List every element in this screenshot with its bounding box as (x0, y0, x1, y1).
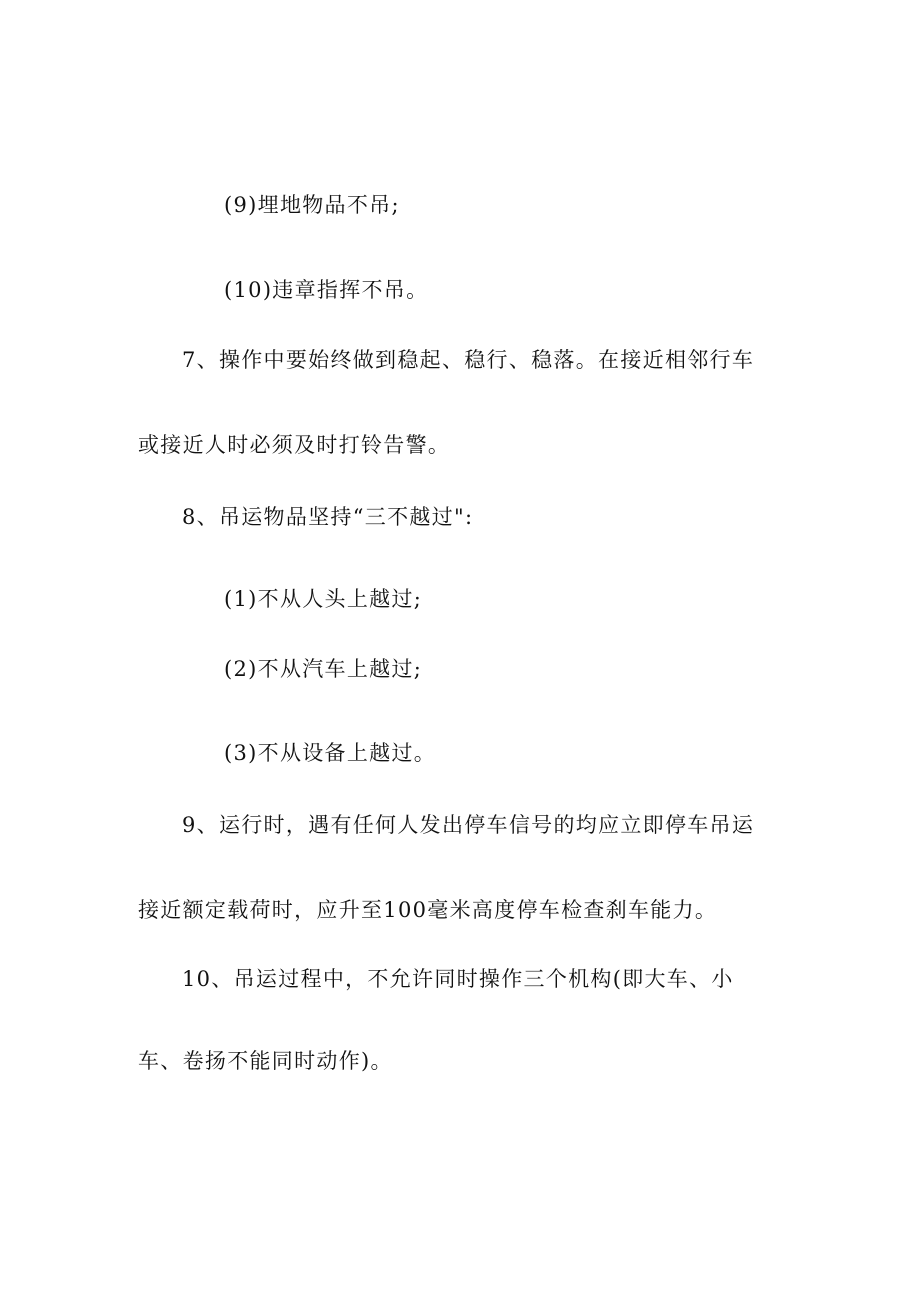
item-10-text: (10)违章指挥不吊。 (224, 278, 429, 302)
item-9-text: (9)埋地物品不吊; (224, 193, 400, 217)
rule-8-item-1: (1)不从人头上越过; (224, 587, 423, 611)
rule-8-text: 8、吊运物品坚持“三不越过": (182, 505, 474, 529)
rule-8-item-3: (3)不从设备上越过。 (224, 741, 437, 765)
rule-7-continuation: 或接近人时必须及时打铃告警。 (138, 433, 451, 457)
rule-9-text: 9、运行时，遇有任何人发出停车信号的均应立即停车吊运 (182, 813, 755, 837)
rule-9-continuation: 接近额定载荷时，应升至100毫米高度停车检查刹车能力。 (138, 898, 718, 922)
rule-8-item-2: (2)不从汽车上越过; (224, 657, 423, 681)
rule-10-continuation: 车、卷扬不能同时动作)。 (138, 1049, 393, 1073)
rule-7-text: 7、操作中要始终做到稳起、稳行、稳落。在接近相邻行车 (182, 348, 755, 372)
rule-10-text: 10、吊运过程中，不允许同时操作三个机构(即大车、小 (182, 967, 734, 991)
